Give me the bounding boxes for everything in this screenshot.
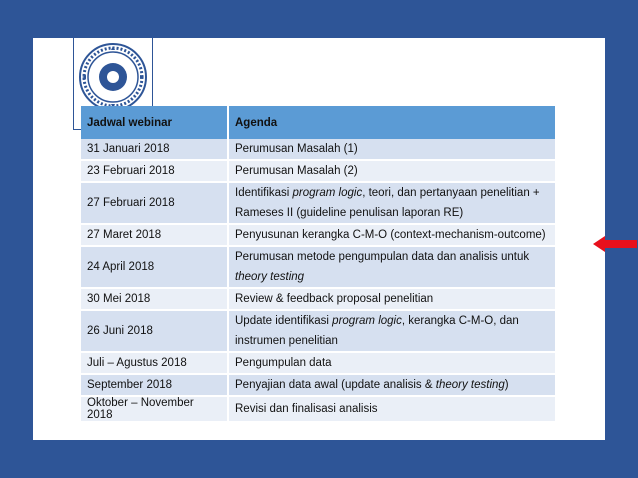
row-agenda: Pengumpulan data bbox=[228, 352, 556, 374]
table-row bbox=[81, 246, 556, 288]
row-date: Juli – Agustus 2018 bbox=[81, 352, 228, 374]
table-row bbox=[81, 374, 556, 396]
table-row bbox=[81, 310, 556, 352]
agenda-table bbox=[81, 106, 557, 423]
row-date: 31 Januari 2018 bbox=[81, 139, 228, 160]
row-agenda: Perumusan metode pengumpulan data dan analisis untuk theory testing bbox=[228, 246, 556, 288]
table-row bbox=[81, 224, 556, 246]
row-agenda: Review & feedback proposal penelitian bbox=[228, 288, 556, 310]
row-agenda: Revisi dan finalisasi analisis bbox=[228, 396, 556, 422]
seal-icon bbox=[78, 42, 148, 112]
row-date: 23 Februari 2018 bbox=[81, 160, 228, 182]
row-agenda: Penyajian data awal (update analisis & theory testing) bbox=[228, 374, 556, 396]
column-header-agenda: Agenda bbox=[228, 106, 556, 139]
row-agenda: Identifikasi program logic, teori, dan pertanyaan penelitian + Rameses II (guideline penulisan laporan RE) bbox=[228, 182, 556, 224]
row-date: 24 April 2018 bbox=[81, 246, 228, 288]
row-date: Oktober – November 2018 bbox=[81, 396, 228, 422]
row-agenda: Perumusan Masalah (1) bbox=[228, 139, 556, 160]
column-header-date: Jadwal webinar bbox=[81, 106, 228, 139]
table-row bbox=[81, 139, 556, 160]
table-row bbox=[81, 182, 556, 224]
table-row bbox=[81, 288, 556, 310]
table-row bbox=[81, 160, 556, 182]
row-date: 30 Mei 2018 bbox=[81, 288, 228, 310]
row-agenda: Perumusan Masalah (2) bbox=[228, 160, 556, 182]
table-row bbox=[81, 352, 556, 374]
row-agenda: Update identifikasi program logic, kerangka C-M-O, dan instrumen penelitian bbox=[228, 310, 556, 352]
red-arrow-icon bbox=[593, 236, 637, 252]
row-date: 27 Februari 2018 bbox=[81, 182, 228, 224]
row-date: 26 Juni 2018 bbox=[81, 310, 228, 352]
table-header-row bbox=[81, 106, 556, 139]
row-agenda: Penyusunan kerangka C-M-O (context-mechanism-outcome) bbox=[228, 224, 556, 246]
table-row bbox=[81, 396, 556, 422]
row-date: 27 Maret 2018 bbox=[81, 224, 228, 246]
row-date: September 2018 bbox=[81, 374, 228, 396]
